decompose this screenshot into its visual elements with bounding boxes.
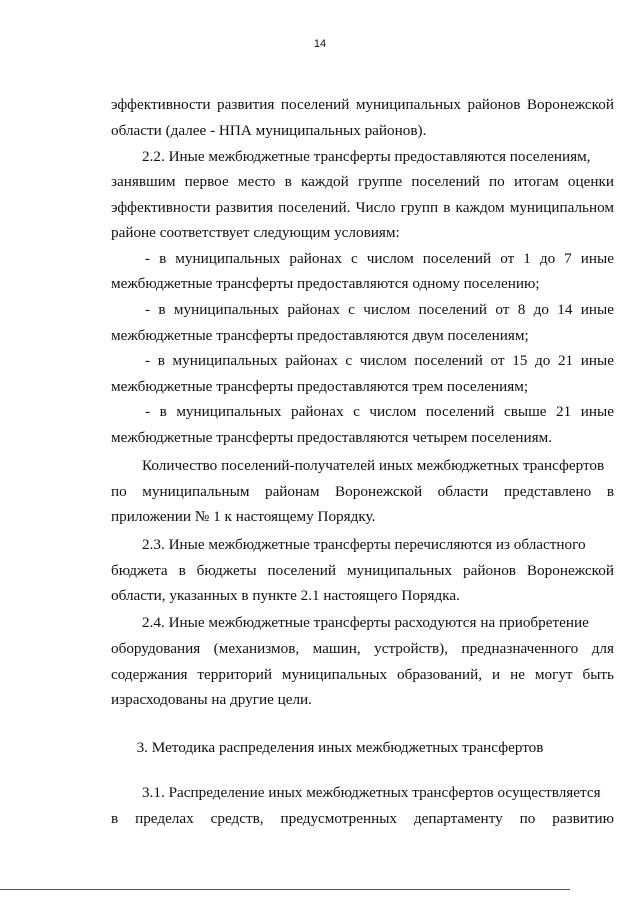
text-line: содержания территорий муниципальных образований, и не могут быть: [111, 666, 614, 683]
text-line: 2.3. Иные межбюджетные трансферты перечисляются из областного: [142, 536, 586, 553]
section-heading: 3. Методика распределения иных межбюджетных трансфертов: [136, 739, 544, 756]
text-line: занявшим первое место в каждой группе поселений по итогам оценки: [111, 173, 614, 190]
text-line: приложении № 1 к настоящему Порядку.: [111, 508, 376, 525]
text-line: 2.4. Иные межбюджетные трансферты расходуются на приобретение: [142, 614, 589, 631]
text-line: бюджета в бюджеты поселений муниципальных районов Воронежской: [111, 562, 614, 579]
text-line: в пределах средств, предусмотренных департаменту по развитию: [111, 810, 614, 827]
text-line: районе соответствует следующим условиям:: [111, 224, 400, 241]
text-line: эффективности развития поселений муниципальных районов Воронежской: [111, 96, 614, 113]
text-line: 2.2. Иные межбюджетные трансферты предоставляются поселениям,: [142, 148, 591, 165]
footer-rule: [0, 889, 570, 890]
text-line: межбюджетные трансферты предоставляются одному поселению;: [111, 275, 540, 292]
text-line: - в муниципальных районах с числом поселений от 1 до 7 иные: [145, 250, 614, 267]
text-line: эффективности развития поселений. Число групп в каждом муниципальном: [111, 199, 614, 216]
text-line: оборудования (механизмов, машин, устройств), предназначенного для: [111, 640, 614, 657]
text-line: по муниципальным районам Воронежской области представлено в: [111, 483, 614, 500]
text-line: области (далее - НПА муниципальных районов).: [111, 122, 427, 139]
text-line: израсходованы на другие цели.: [111, 691, 312, 708]
text-line: области, указанных в пункте 2.1 настоящего Порядка.: [111, 587, 460, 604]
text-line: межбюджетные трансферты предоставляются двум поселениям;: [111, 327, 529, 344]
text-line: - в муниципальных районах с числом поселений от 8 до 14 иные: [145, 301, 614, 318]
text-line: межбюджетные трансферты предоставляются трем поселениям;: [111, 378, 529, 395]
text-line: Количество поселений-получателей иных межбюджетных трансфертов: [142, 457, 605, 474]
text-line: межбюджетные трансферты предоставляются четырем поселениям.: [111, 429, 553, 446]
text-line: 3.1. Распределение иных межбюджетных трансфертов осуществляется: [142, 784, 601, 801]
text-line: - в муниципальных районах с числом поселений от 15 до 21 иные: [145, 352, 614, 369]
page-number: 14: [313, 38, 327, 50]
text-line: - в муниципальных районах с числом поселений свыше 21 иные: [145, 403, 614, 420]
